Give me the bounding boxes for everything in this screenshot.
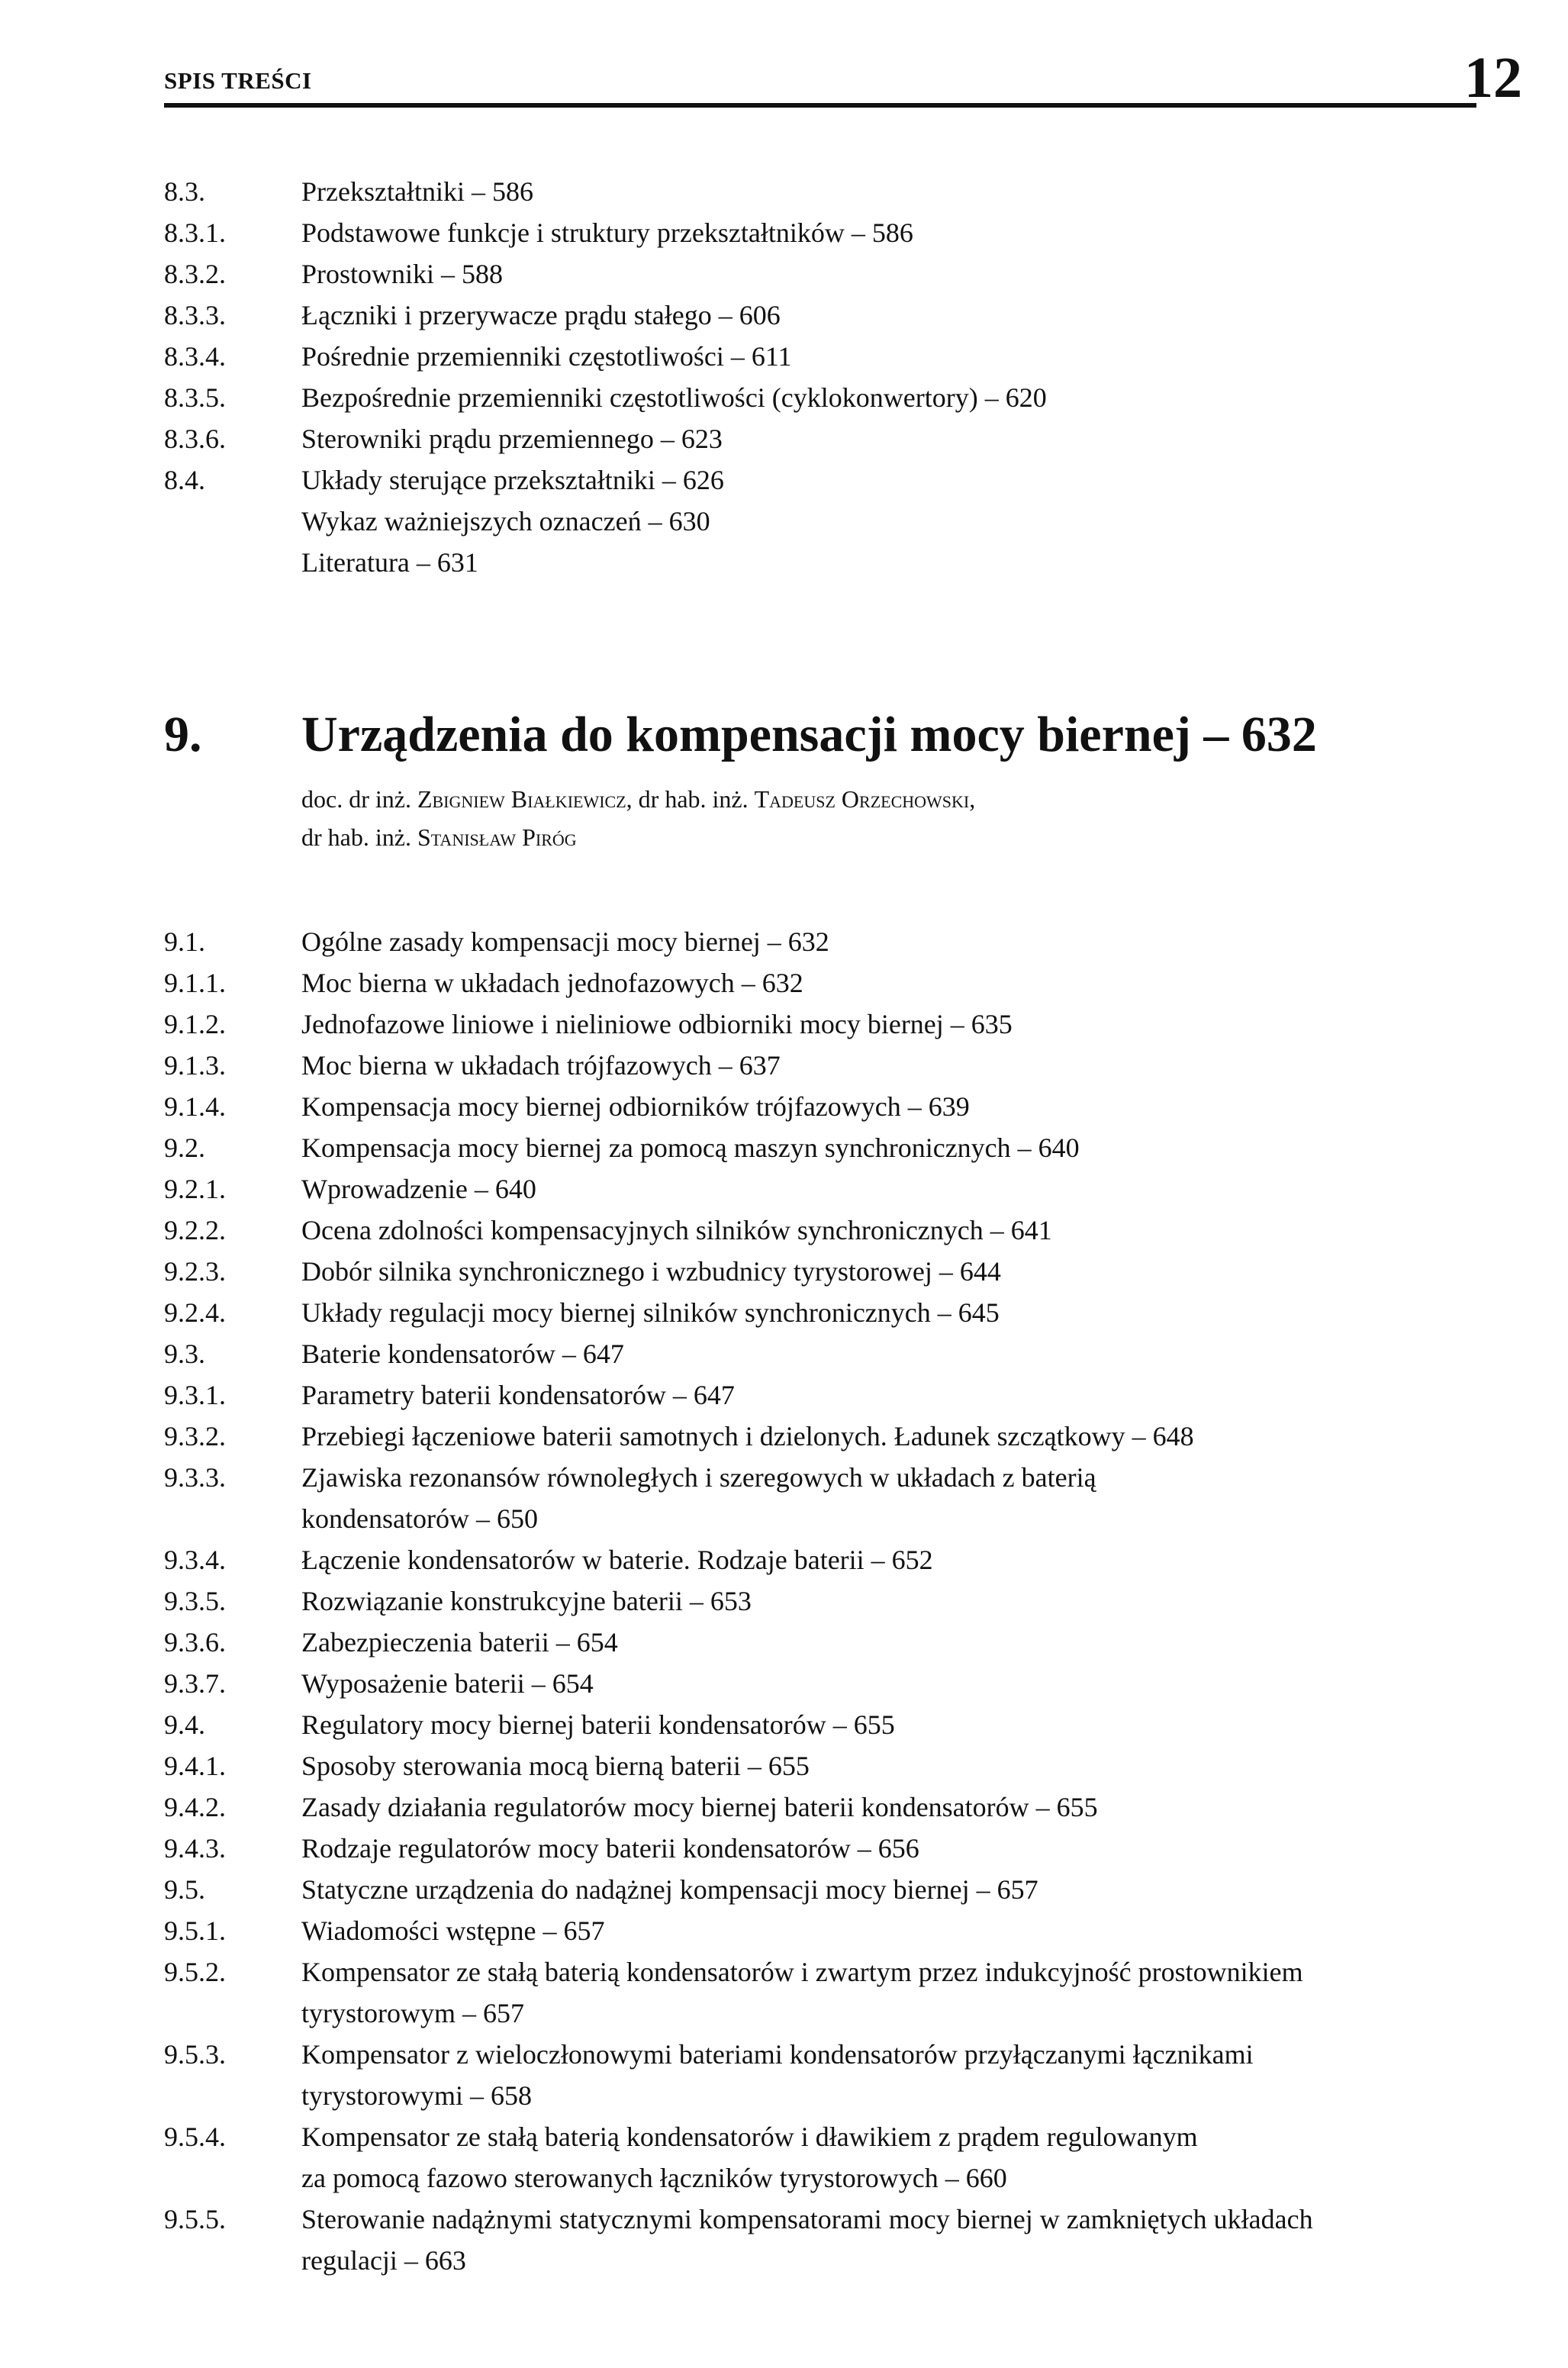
toc-entry-title: Moc bierna w układach trójfazowych – 637 (301, 1050, 781, 1081)
toc-entry-number: 9.1. (164, 926, 205, 957)
toc-entry[interactable] (164, 1168, 1537, 1210)
chapter-title: Urządzenia do kompensacji mocy biernej – 632 (301, 707, 1317, 762)
toc-entry-title: Sposoby sterowania mocą bierną baterii – 655 (301, 1751, 810, 1781)
toc-entry[interactable] (164, 1704, 1537, 1745)
toc-entry-number: 9.3.1. (164, 1380, 226, 1410)
toc-entry[interactable] (164, 171, 1537, 212)
toc-entry[interactable] (164, 1580, 1537, 1622)
author-title: , dr hab. inż. (626, 785, 755, 813)
toc-entry[interactable] (164, 1663, 1537, 1704)
toc-entry-number: 8.3.3. (164, 300, 226, 330)
toc-entry-title: Zjawiska rezonansów równoległych i szeregowych w układach z baterią (301, 1462, 1096, 1493)
toc-entry-title-continued: kondensatorów – 650 (301, 1503, 538, 1534)
toc-entry-title: Podstawowe funkcje i struktury przekształtników – 586 (301, 217, 913, 248)
toc-entry[interactable] (164, 962, 1537, 1004)
toc-entry-number: 9.5.3. (164, 2039, 226, 2070)
toc-entry-number: 9.1.3. (164, 1050, 226, 1081)
toc-entry-number: 9.4.3. (164, 1833, 226, 1864)
author-title: dr hab. inż. (301, 823, 417, 851)
toc-entry-number: 9.1.2. (164, 1009, 226, 1039)
chapter-authors (301, 780, 1522, 856)
toc-entry-title: Parametry baterii kondensatorów – 647 (301, 1380, 735, 1410)
toc-entry-number: 8.3. (164, 176, 205, 207)
toc-entry-number: 9.5. (164, 1874, 205, 1905)
toc-entry[interactable] (164, 1374, 1537, 1416)
toc-entry-title: Sterowanie nadążnymi statycznymi kompensatorami mocy biernej w zamkniętych układach (301, 2204, 1313, 2234)
author-title: doc. dr inż. (301, 785, 417, 813)
toc-entry[interactable] (164, 1745, 1537, 1786)
author-name: Zbigniew Białkiewicz (417, 785, 626, 813)
toc-entry-number: 9.1.4. (164, 1091, 226, 1122)
toc-entry-number: 9.4.1. (164, 1751, 226, 1781)
toc-entry-number: 8.3.5. (164, 382, 226, 413)
toc-entry-title: Kompensator ze stałą baterią kondensatorów i zwartym przez indukcyjność prostownikiem (301, 1957, 1303, 1987)
toc-entry-title: Zabezpieczenia baterii – 654 (301, 1627, 618, 1658)
running-header (164, 47, 1522, 116)
toc-entry[interactable] (164, 253, 1537, 295)
toc-entry-title: Łączenie kondensatorów w baterie. Rodzaje baterii – 652 (301, 1545, 933, 1575)
toc-entry-title: Sterowniki prądu przemiennego – 623 (301, 424, 723, 454)
toc-entry[interactable] (164, 1869, 1537, 1910)
toc-entry[interactable] (164, 459, 1537, 501)
toc-entry-title: Dobór silnika synchronicznego i wzbudnicy tyrystorowej – 644 (301, 1256, 1001, 1287)
toc-entry[interactable] (164, 377, 1537, 418)
toc-entry-title: Wyposażenie baterii – 654 (301, 1668, 594, 1699)
toc-entry[interactable] (164, 1416, 1537, 1457)
toc-entry-title-continued: tyrystorowym – 657 (301, 1998, 524, 2028)
toc-entry-number: 9.5.2. (164, 1957, 226, 1987)
toc-entry-title: Wykaz ważniejszych oznaczeń – 630 (301, 506, 710, 536)
toc-entry-title: Literatura – 631 (301, 547, 478, 578)
toc-entry[interactable] (164, 501, 1537, 542)
toc-entry-title: Kompensacja mocy biernej za pomocą maszyn synchronicznych – 640 (301, 1132, 1080, 1163)
running-title: SPIS TREŚCI (164, 67, 312, 94)
toc-entry-number: 9.4.2. (164, 1792, 226, 1822)
toc-entry-number: 9.3. (164, 1339, 205, 1369)
toc-entry[interactable] (164, 1210, 1537, 1251)
toc-entry[interactable] (164, 418, 1537, 459)
toc-entry[interactable] (164, 1539, 1537, 1580)
toc-entry-title: Kompensator ze stałą baterią kondensatorów i dławikiem z prądem regulowanym (301, 2122, 1198, 2152)
toc-entry-number: 8.3.2. (164, 259, 226, 289)
toc-entry-number: 9.1.1. (164, 968, 226, 998)
toc-entry[interactable] (164, 2116, 1537, 2199)
toc-entry-title-continued: regulacji – 663 (301, 2245, 466, 2276)
toc-entry[interactable] (164, 1004, 1537, 1045)
toc-entry-title: Rozwiązanie konstrukcyjne baterii – 653 (301, 1586, 752, 1616)
authors-line-2 (301, 818, 1522, 856)
toc-entry-number: 8.3.6. (164, 424, 226, 454)
toc-entry[interactable] (164, 1292, 1537, 1333)
toc-entry-title: Zasady działania regulatorów mocy biernej baterii kondensatorów – 655 (301, 1792, 1098, 1822)
toc-entry-number: 9.3.4. (164, 1545, 226, 1575)
toc-entry-number: 9.3.7. (164, 1668, 226, 1699)
authors-line-1 (301, 780, 1522, 818)
toc-entry-title: Kompensator z wieloczłonowymi bateriami kondensatorów przyłączanymi łącznikami (301, 2039, 1254, 2070)
toc-entry[interactable] (164, 1951, 1537, 2034)
toc-entry-title: Ogólne zasady kompensacji mocy biernej – 632 (301, 926, 829, 957)
page-number: 12 (1464, 46, 1522, 110)
toc-entry-number: 9.3.5. (164, 1586, 226, 1616)
toc-entry[interactable] (164, 295, 1537, 336)
chapter-number: 9. (164, 707, 202, 762)
toc-entry-number: 9.4. (164, 1709, 205, 1740)
toc-entry[interactable] (164, 1127, 1537, 1168)
toc-section-8 (164, 171, 1537, 583)
toc-entry-title-continued: za pomocą fazowo sterowanych łączników tyrystorowych – 660 (301, 2163, 1007, 2193)
toc-entry-title: Rodzaje regulatorów mocy baterii kondensatorów – 656 (301, 1833, 919, 1864)
toc-entry-title: Regulatory mocy biernej baterii kondensatorów – 655 (301, 1709, 895, 1740)
toc-entry-title: Układy regulacji mocy biernej silników synchronicznych – 645 (301, 1297, 1000, 1328)
toc-entry-title: Bezpośrednie przemienniki częstotliwości (cyklokonwertory) – 620 (301, 382, 1047, 413)
toc-entry[interactable] (164, 1828, 1537, 1869)
toc-entry-title: Statyczne urządzenia do nadążnej kompensacji mocy biernej – 657 (301, 1874, 1038, 1905)
toc-entry-number: 9.2.2. (164, 1215, 226, 1245)
header-rule (164, 103, 1476, 108)
toc-entry[interactable] (164, 2034, 1537, 2116)
toc-entry-number: 9.2. (164, 1132, 205, 1163)
toc-entry-number: 9.2.1. (164, 1174, 226, 1204)
toc-entry-number: 9.5.5. (164, 2204, 226, 2234)
toc-entry[interactable] (164, 921, 1537, 962)
toc-entry[interactable] (164, 1045, 1537, 1086)
toc-entry-number: 9.5.1. (164, 1915, 226, 1946)
toc-entry[interactable] (164, 1622, 1537, 1663)
toc-entry[interactable] (164, 1333, 1537, 1374)
toc-entry[interactable] (164, 212, 1537, 253)
toc-entry-number: 9.5.4. (164, 2122, 226, 2152)
toc-entry-number: 9.2.4. (164, 1297, 226, 1328)
toc-entry[interactable] (164, 1086, 1537, 1127)
toc-entry-title: Łączniki i przerywacze prądu stałego – 606 (301, 300, 781, 330)
toc-entry-title: Wiadomości wstępne – 657 (301, 1915, 605, 1946)
toc-entry-title-continued: tyrystorowymi – 658 (301, 2080, 532, 2111)
toc-entry-title: Kompensacja mocy biernej odbiorników trójfazowych – 639 (301, 1091, 970, 1122)
toc-entry-number: 9.2.3. (164, 1256, 226, 1287)
toc-entry-title: Przekształtniki – 586 (301, 176, 533, 207)
toc-entry-title: Przebiegi łączeniowe baterii samotnych i dzielonych. Ładunek szczątkowy – 648 (301, 1421, 1194, 1451)
toc-entry-number: 9.3.3. (164, 1462, 226, 1493)
toc-entry[interactable] (164, 2199, 1537, 2281)
toc-entry-title: Pośrednie przemienniki częstotliwości – 611 (301, 341, 792, 372)
toc-entry[interactable] (164, 1910, 1537, 1951)
author-name: Stanisław Piróg (417, 823, 577, 851)
toc-entry-title: Baterie kondensatorów – 647 (301, 1339, 624, 1369)
toc-entry-title: Moc bierna w układach jednofazowych – 632 (301, 968, 803, 998)
separator: , (969, 785, 976, 813)
toc-entry-number: 8.3.4. (164, 341, 226, 372)
toc-entry-title: Jednofazowe liniowe i nieliniowe odbiorniki mocy biernej – 635 (301, 1009, 1013, 1039)
toc-entry-title: Ocena zdolności kompensacyjnych silników synchronicznych – 641 (301, 1215, 1052, 1245)
toc-entry-number: 8.3.1. (164, 217, 226, 248)
toc-entry[interactable] (164, 1457, 1537, 1539)
toc-entry-number: 8.4. (164, 465, 205, 495)
toc-entry-number: 9.3.2. (164, 1421, 226, 1451)
toc-entry-number: 9.3.6. (164, 1627, 226, 1658)
toc-section-9 (164, 921, 1537, 2281)
toc-entry[interactable] (164, 542, 1537, 583)
toc-entry-title: Prostowniki – 588 (301, 259, 504, 289)
toc-entry[interactable] (164, 336, 1537, 377)
toc-entry[interactable] (164, 1251, 1537, 1292)
toc-entry-title: Układy sterujące przekształtniki – 626 (301, 465, 724, 495)
toc-entry-title: Wprowadzenie – 640 (301, 1174, 536, 1204)
author-name: Tadeusz Orzechowski (754, 785, 970, 813)
toc-entry[interactable] (164, 1786, 1537, 1828)
